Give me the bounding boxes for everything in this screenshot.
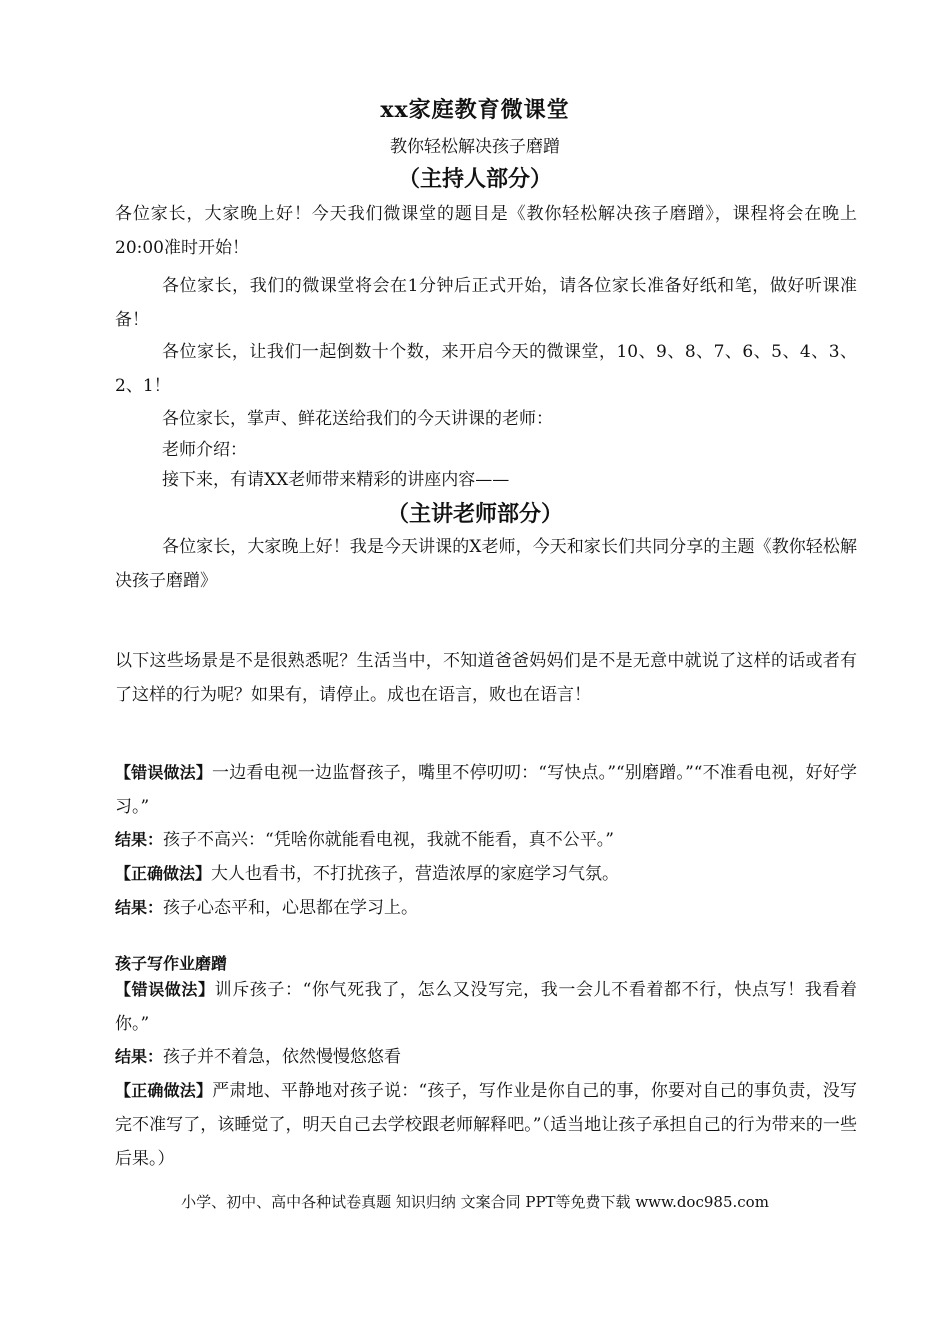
right-approach-label: 【正确做法】 — [115, 1081, 213, 1100]
block1-result-1 — [115, 823, 857, 857]
result-text: 孩子不高兴：“凭啥你就能看电视，我就不能看，真不公平。” — [163, 830, 614, 850]
right-approach-label: 【正确做法】 — [115, 864, 212, 883]
host-line-invite: 接下来，有请XX老师带来精彩的讲座内容—— — [162, 470, 510, 490]
result-label: 结果： — [115, 1047, 164, 1066]
wrong-approach-text: 训斥孩子：“你气死我了，怎么又没写完，我一会儿不看着都不行，快点写！我看着你。” — [115, 980, 857, 1034]
document-title: xx家庭教育微课堂 — [380, 97, 570, 123]
host-paragraph-1: 各位家长，大家晚上好！今天我们微课堂的题目是《教你轻松解决孩子磨蹭》，课程将会在晚上20:00准时开始！ — [115, 204, 857, 258]
teacher-section-heading: （主讲老师部分） — [386, 502, 563, 527]
right-approach-text: 严肃地、平静地对孩子说：“孩子，写作业是你自己的事，你要对自己的事负责，没写完不准写了，该睡觉了，明天自己去学校跟老师解释吧。”（适当地让孩子承担自己的行为带来的一些后果。） — [115, 1081, 857, 1169]
page-footer: 小学、初中、高中各种试卷真题 知识归纳 文案合同 PPT等免费下载 www.doc985.com — [181, 1193, 769, 1211]
result-text: 孩子并不着急，依然慢慢悠悠看 — [163, 1047, 402, 1067]
block2-result-1 — [115, 1040, 857, 1074]
block1-wrong-approach — [115, 756, 857, 824]
host-paragraph-3: 各位家长，让我们一起倒数十个数，来开启今天的微课堂，10、9、8、7、6、5、4、3、2、1！ — [115, 342, 857, 396]
host-section-heading: （主持人部分） — [397, 167, 552, 192]
block2-wrong-approach — [115, 973, 857, 1041]
document-subtitle: 教你轻松解决孩子磨蹭 — [390, 137, 560, 157]
result-text: 孩子心态平和，心思都在学习上。 — [163, 898, 419, 918]
right-approach-text: 大人也看书，不打扰孩子，营造浓厚的家庭学习气氛。 — [211, 864, 620, 884]
block2-right-approach — [115, 1074, 857, 1176]
wrong-approach-label: 【错误做法】 — [115, 763, 213, 782]
wrong-approach-label: 【错误做法】 — [115, 980, 215, 999]
result-label: 结果： — [115, 898, 164, 917]
teacher-intro-paragraph: 各位家长，大家晚上好！我是今天讲课的X老师，今天和家长们共同分享的主题《教你轻松解决孩子磨蹭》 — [115, 537, 857, 591]
result-label: 结果： — [115, 830, 164, 849]
host-line-teacher-intro: 老师介绍： — [162, 440, 247, 460]
wrong-approach-text: 一边看电视一边监督孩子，嘴里不停叨叨：“写快点。”“别磨蹭。”“不准看电视，好好学习。” — [115, 763, 857, 817]
host-line-applause: 各位家长，掌声、鲜花送给我们的今天讲课的老师： — [162, 409, 553, 429]
block1-right-approach — [115, 857, 857, 891]
block1-result-2 — [115, 891, 857, 925]
block2-heading: 孩子写作业磨蹭 — [115, 954, 228, 973]
host-paragraph-2: 各位家长，我们的微课堂将会在1分钟后正式开始，请各位家长准备好纸和笔，做好听课准备！ — [115, 276, 857, 330]
scene-intro-paragraph: 以下这些场景是不是很熟悉呢？生活当中，不知道爸爸妈妈们是不是无意中就说了这样的话或者有了这样的行为呢？如果有，请停止。成也在语言，败也在语言！ — [115, 651, 857, 705]
